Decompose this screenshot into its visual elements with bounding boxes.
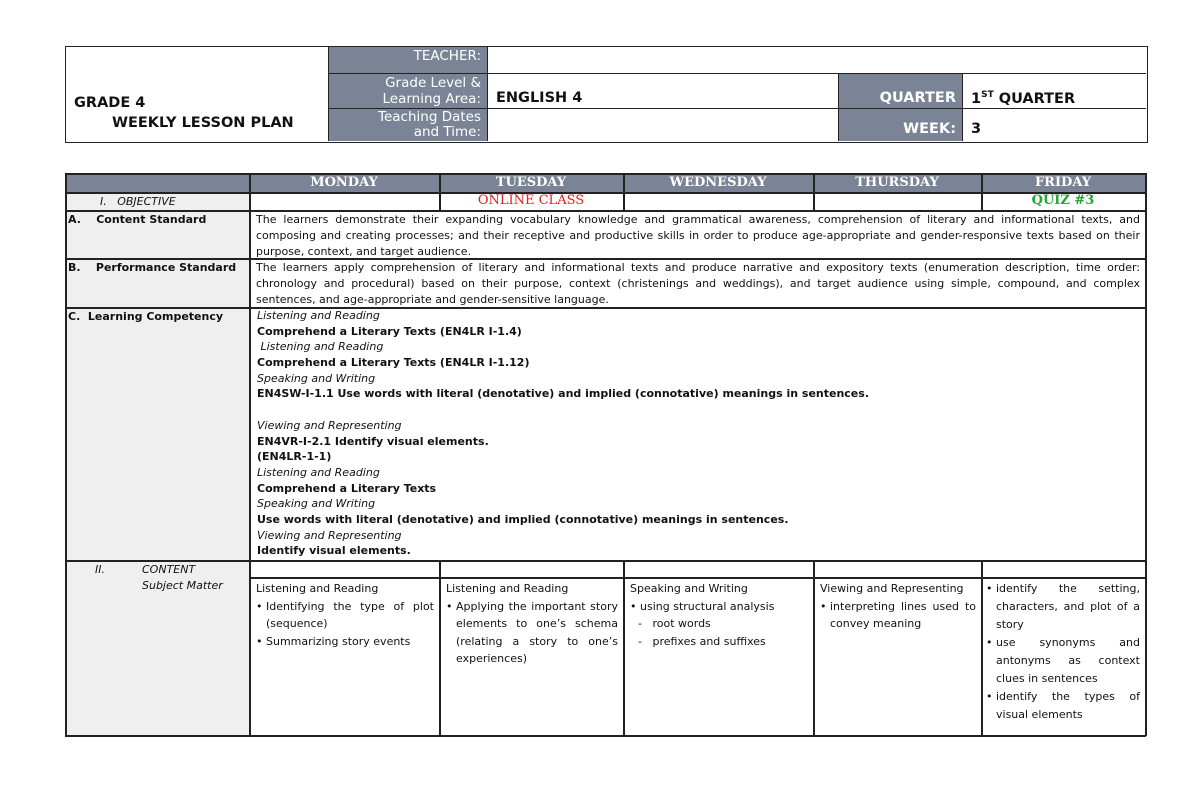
competency-line: Listening and Reading <box>257 465 380 479</box>
table-border-top <box>65 173 1146 175</box>
content-number: II. <box>95 563 105 576</box>
col-line <box>623 173 625 211</box>
competency-line: Viewing and Representing <box>257 418 402 432</box>
friday-list <box>986 580 1140 724</box>
col-line <box>249 173 251 736</box>
header-row-bg-left <box>65 173 249 192</box>
teacher-label: TEACHER: <box>413 48 481 64</box>
quarter-value-cell <box>963 74 1146 109</box>
table-border-right <box>1145 173 1147 736</box>
wednesday-list <box>630 598 808 616</box>
list-item: • identify the types of visual elements <box>986 688 1140 724</box>
competency-line: Listening and Reading <box>257 309 380 322</box>
week-label-cell <box>839 109 963 141</box>
performance-standard-label: B. Performance Standard <box>68 261 237 274</box>
quarter-value-sup: ST <box>981 90 994 100</box>
row-line <box>65 560 1146 562</box>
competency-line: (EN4LR-1-1) <box>257 450 332 464</box>
competency-line: Listening and Reading <box>257 340 384 354</box>
tuesday-heading: Listening and Reading <box>446 582 569 595</box>
list-item: • using structural analysis <box>630 598 808 616</box>
competency-line: EN4SW-I-1.1 Use words with literal (denotative) and implied (connotative) meanings in sentences. <box>257 387 869 401</box>
quarter-value-rest: QUARTER <box>993 90 1076 107</box>
competency-line: Viewing and Representing <box>257 528 402 542</box>
week-value-cell <box>963 109 1146 141</box>
learning-competency-label: C. Learning Competency <box>68 310 224 323</box>
week-label: WEEK: <box>903 121 956 137</box>
col-line <box>813 173 815 211</box>
list-item: • Applying the important story elements to one’s schema (relating a story to one’s experiences) <box>446 598 618 668</box>
col-line <box>813 560 815 736</box>
objective-tuesday: ONLINE CLASS <box>477 193 585 208</box>
grade-label: GRADE 4 <box>74 95 146 111</box>
content-thursday <box>820 580 976 633</box>
learning-area-cell <box>488 74 839 109</box>
col-line <box>623 560 625 736</box>
dates-value <box>488 109 839 141</box>
grade-title-cell <box>66 47 329 141</box>
content-wednesday <box>630 580 808 650</box>
competency-line: Use words with literal (denotative) and implied (connotative) meanings in sentences. <box>257 512 789 526</box>
day-header-friday: FRIDAY <box>981 173 1145 192</box>
table-border-bottom <box>65 735 1146 737</box>
performance-standard-text: The learners apply comprehension of literary and informational texts and produce narrative and expository texts (enumeration description, time order: chronology and procedural) based on their purpose, context (christenings and weddings), and target audience using simple, compound, and complex sentences, and age-appropriate and gender-sensitive language. <box>256 261 1140 306</box>
grade-level-label-1: Grade Level & <box>385 75 481 91</box>
list-item: • Identifying the type of plot (sequence) <box>256 598 434 633</box>
content-monday <box>256 580 434 650</box>
grade-level-label-2: Learning Area: <box>382 91 481 107</box>
table-border-left <box>65 173 67 736</box>
content-title: CONTENT <box>142 563 196 576</box>
dates-label-cell <box>329 109 488 141</box>
plan-title: WEEKLY LESSON PLAN <box>112 115 294 131</box>
wednesday-heading: Speaking and Writing <box>630 582 748 595</box>
week-value: 3 <box>971 121 982 137</box>
content-subject-matter: Subject Matter <box>142 579 223 592</box>
list-subitem: - prefixes and suffixes <box>638 634 766 648</box>
day-header-wednesday: WEDNESDAY <box>623 173 813 192</box>
list-item: • interpreting lines used to convey meaning <box>820 598 976 633</box>
quarter-label: QUARTER <box>879 90 956 106</box>
list-subitem: - root words <box>638 617 711 630</box>
thursday-heading: Viewing and Representing <box>820 582 964 595</box>
dates-label-2: and Time: <box>413 124 481 140</box>
header-table <box>65 46 1148 143</box>
learning-competency-list <box>257 308 1137 559</box>
list-item: • identify the setting, characters, and plot of a story <box>986 580 1140 634</box>
competency-line: Speaking and Writing <box>257 497 376 511</box>
quarter-value-num: 1 <box>971 90 982 107</box>
objective-label: I. OBJECTIVE <box>100 195 176 208</box>
competency-line <box>257 402 1137 418</box>
competency-line: Comprehend a Literary Texts <box>257 481 437 495</box>
grade-level-label-cell <box>329 74 488 109</box>
col-line <box>981 560 983 736</box>
content-standard-label: A. Content Standard <box>68 213 207 226</box>
row-line <box>249 577 1146 579</box>
learning-area-value: ENGLISH 4 <box>496 90 583 106</box>
day-header-monday: MONDAY <box>249 173 439 192</box>
competency-line: EN4VR-I-2.1 Identify visual elements. <box>257 434 489 448</box>
competency-line: Comprehend a Literary Texts (EN4LR I-1.12) <box>257 356 530 370</box>
list-item: • use synonyms and antonyms as context clues in sentences <box>986 634 1140 688</box>
monday-heading: Listening and Reading <box>256 582 379 595</box>
quarter-label-cell <box>839 74 963 109</box>
monday-list <box>256 598 434 651</box>
content-tuesday <box>446 580 618 668</box>
label-column-bg-top <box>65 173 249 560</box>
day-header-tuesday: TUESDAY <box>439 173 623 192</box>
day-header-thursday: THURSDAY <box>813 173 981 192</box>
content-friday <box>986 580 1140 724</box>
content-standard-text: The learners demonstrate their expanding vocabulary knowledge and grammatical awareness, comprehension of literary and informational texts, and composing and creating processes; and their receptive and productive skills in order to produce age-appropriate and gender-responsive texts based on their purpose, context, and target audience. <box>256 213 1140 258</box>
competency-line: Speaking and Writing <box>257 371 376 385</box>
competency-line: Comprehend a Literary Texts (EN4LR I-1.4) <box>257 324 522 338</box>
quarter-value <box>971 90 1075 107</box>
col-line <box>439 560 441 736</box>
competency-line: Identify visual elements. <box>257 544 411 558</box>
list-item: • Summarizing story events <box>256 633 434 651</box>
objective-friday: QUIZ #3 <box>1031 193 1095 208</box>
tuesday-list <box>446 598 618 668</box>
teacher-label-cell <box>329 47 488 74</box>
teacher-value <box>488 47 1146 74</box>
thursday-list <box>820 598 976 633</box>
dates-label-1: Teaching Dates <box>378 109 481 125</box>
